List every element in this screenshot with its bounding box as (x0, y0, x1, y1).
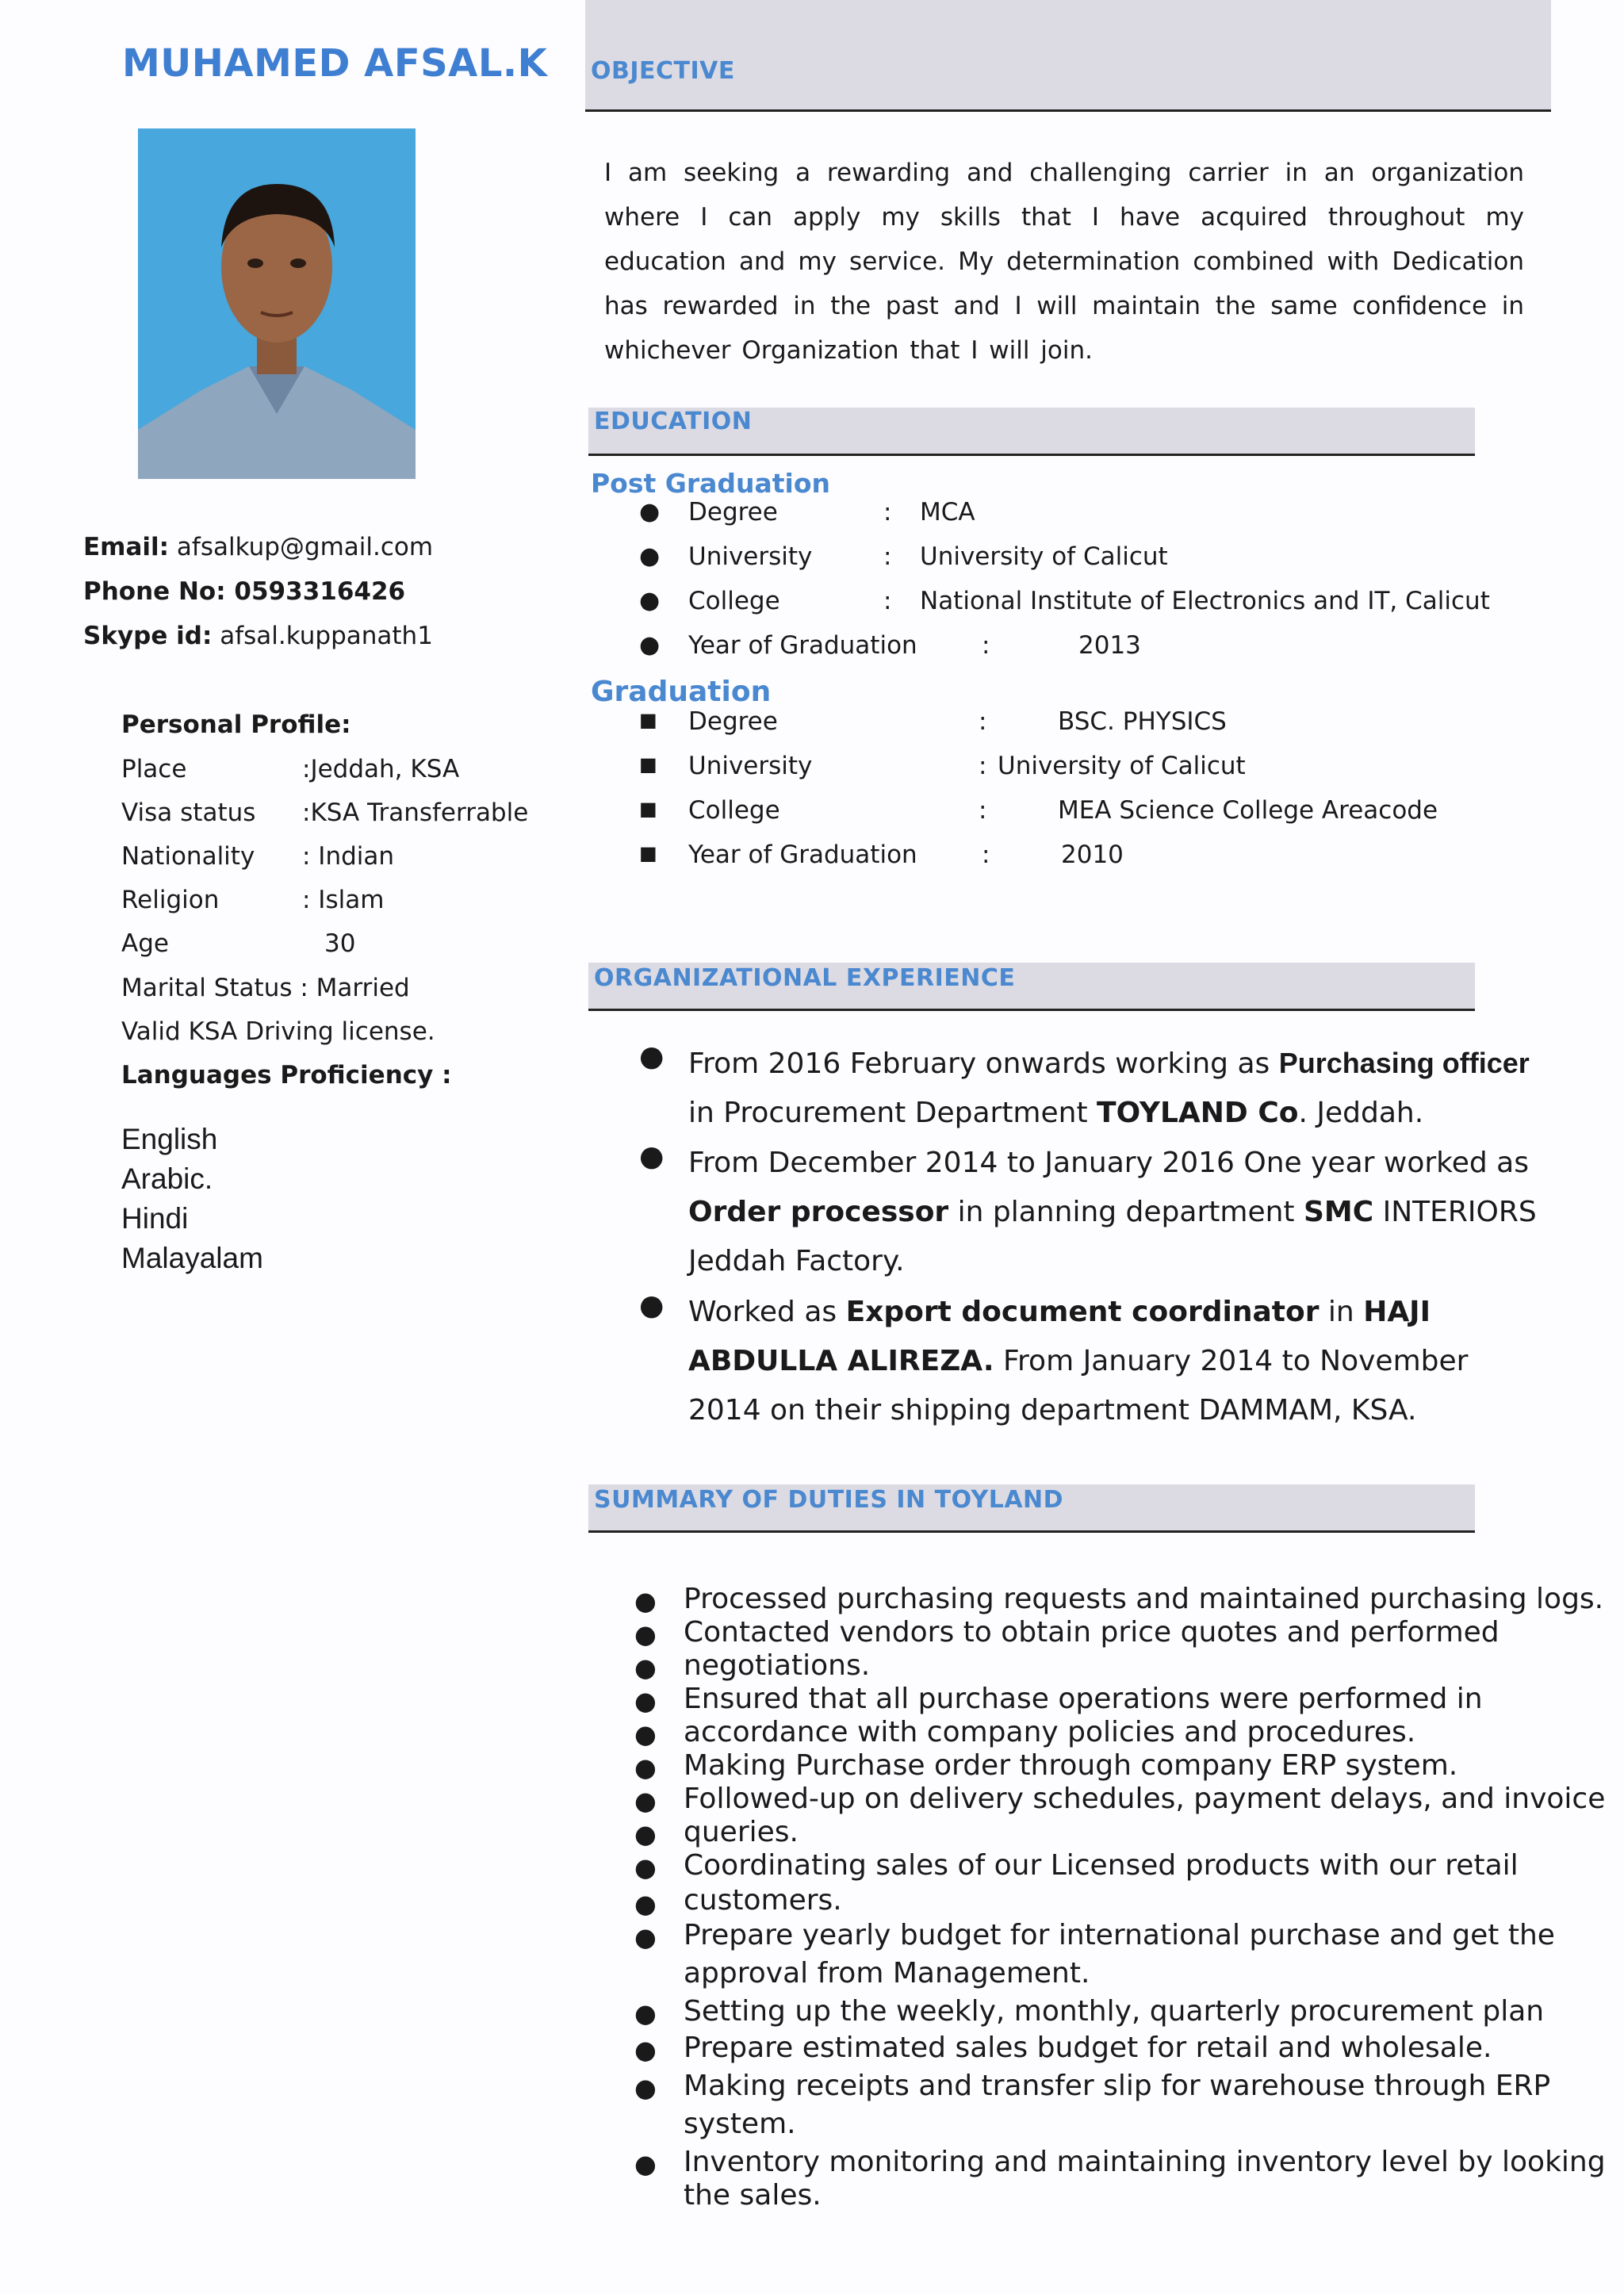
exp-company: SMC (1303, 1196, 1374, 1228)
post-graduation-title: Post Graduation (591, 468, 831, 499)
bullet-icon: ● (639, 498, 661, 526)
exp-company: HAJI ABDULLA ALIREZA. (688, 1296, 1431, 1377)
language-item: Malayalam (121, 1242, 263, 1274)
duty-line: Contacted vendors to obtain price quotes and performed (684, 1616, 1500, 1649)
bullet-icon: ● (634, 1998, 657, 2028)
profile-value: : Islam (302, 886, 385, 914)
objective-text: I am seeking a rewarding and challenging carrier in an organization where I can apply my skills that I have acquired throughout my education and my service. My determination combined with Dedication has rewarded in the past and I will maintain the same confidence in whichever Organization that I will join. (604, 159, 1524, 365)
exp-text: From 2016 February onwards working as (688, 1047, 1279, 1080)
profile-label: Place (121, 755, 187, 783)
objective-title: OBJECTIVE (591, 57, 735, 85)
exp-role: Order processor (688, 1196, 949, 1228)
bullet-icon: ● (634, 1653, 657, 1683)
language-item: Arabic. (121, 1162, 213, 1195)
g-college-label: College (688, 796, 780, 825)
pg-degree-value: MCA (920, 498, 975, 527)
experience-divider (588, 1009, 1475, 1011)
bullet-icon: ● (634, 2073, 657, 2103)
exp-company: TOYLAND Co (1097, 1097, 1299, 1129)
g-university-label: University (688, 752, 813, 780)
languages-title: Languages Proficiency : (121, 1061, 452, 1090)
language-item: Hindi (121, 1202, 189, 1235)
exp-text: INTERIORS Jeddah Factory. (688, 1196, 1537, 1277)
experience-title: ORGANIZATIONAL EXPERIENCE (594, 964, 1016, 992)
square-bullet-icon: ■ (639, 709, 657, 731)
exp-role: Purchasing officer (1278, 1047, 1530, 1079)
pg-college-label: College (688, 587, 780, 615)
duty-line: Ensured that all purchase operations were performed in (684, 1683, 1483, 1715)
bullet-icon: ● (639, 1040, 665, 1073)
g-degree-value: BSC. PHYSICS (1058, 707, 1227, 736)
pg-year-label: Year of Graduation (688, 631, 917, 660)
duty-line: Inventory monitoring and maintaining inventory level by looking (684, 2146, 1606, 2178)
duties-divider (588, 1530, 1475, 1533)
duty-line: the sales. (684, 2179, 822, 2212)
profile-photo (138, 128, 416, 479)
email-label: Email: (83, 533, 170, 561)
profile-value: :KSA Transferrable (302, 798, 529, 827)
pg-university-label: University (688, 542, 813, 571)
education-divider (588, 454, 1475, 456)
skype-value: afsal.kuppanath1 (220, 622, 433, 650)
duty-line: Prepare yearly budget for international purchase and get the (684, 1919, 1555, 1951)
profile-value: :Jeddah, KSA (302, 755, 460, 783)
exp-role: Export document coordinator (845, 1296, 1320, 1328)
square-bullet-icon: ■ (639, 753, 657, 776)
objective-header-band (585, 0, 1551, 109)
profile-row-religion (121, 886, 384, 914)
candidate-name: MUHAMED AFSAL.K (122, 41, 548, 86)
skype-label: Skype id: (83, 622, 213, 650)
g-year-label: Year of Graduation (688, 841, 917, 869)
profile-label: Nationality (121, 842, 255, 871)
square-bullet-icon: ■ (639, 842, 657, 864)
personal-profile-title: Personal Profile: (121, 710, 351, 739)
bullet-icon: ● (639, 1289, 665, 1322)
g-college-sep: : (979, 796, 987, 825)
g-year-sep: : (982, 841, 990, 869)
objective-divider (585, 109, 1551, 112)
pg-degree-sep: : (883, 498, 892, 527)
duty-line: approval from Management. (684, 1957, 1090, 1990)
g-college-value: MEA Science College Areacode (1058, 796, 1438, 825)
bullet-icon: ● (634, 2035, 657, 2065)
pg-college-value: National Institute of Electronics and IT, Calicut (920, 587, 1490, 615)
bullet-icon: ● (634, 1852, 657, 1882)
duty-line: Prepare estimated sales budget for retail and wholesale. (684, 2032, 1492, 2064)
bullet-icon: ● (639, 1140, 665, 1173)
bullet-icon: ● (634, 1786, 657, 1816)
bullet-icon: ● (634, 1686, 657, 1716)
duty-line: Making receipts and transfer slip for warehouse through ERP (684, 2070, 1551, 2102)
graduation-title: Graduation (591, 676, 772, 708)
profile-value: : Married (300, 974, 410, 1002)
profile-label: Age (121, 929, 169, 958)
driving-license: Valid KSA Driving license. (121, 1017, 435, 1046)
profile-row-nationality (121, 842, 394, 871)
duty-line: Setting up the weekly, monthly, quarterly procurement plan (684, 1995, 1545, 2028)
g-degree-label: Degree (688, 707, 778, 736)
profile-label: Visa status (121, 798, 256, 827)
bullet-icon: ● (634, 1752, 657, 1783)
experience-item (688, 1039, 1545, 1138)
duty-line: Coordinating sales of our Licensed products with our retail (684, 1849, 1519, 1882)
exp-text: Worked as (688, 1296, 846, 1328)
email-value[interactable]: afsalkup@gmail.com (176, 533, 434, 561)
duty-line: accordance with company policies and procedures. (684, 1716, 1416, 1748)
phone-value[interactable]: 0593316426 (234, 577, 406, 606)
pg-degree-label: Degree (688, 498, 778, 527)
skype-line (83, 622, 433, 650)
pg-year-sep: : (982, 631, 990, 660)
education-title: EDUCATION (594, 408, 753, 435)
duty-line: system. (684, 2108, 796, 2140)
profile-row-place (121, 755, 459, 783)
duties-title: SUMMARY OF DUTIES IN TOYLAND (594, 1486, 1064, 1514)
phone-label: Phone No: (83, 577, 226, 606)
exp-text: . Jeddah. (1298, 1097, 1424, 1129)
bullet-icon: ● (634, 1922, 657, 1952)
language-item: English (121, 1123, 218, 1155)
profile-label: Religion (121, 886, 220, 914)
email-line (83, 533, 433, 561)
profile-row-age (121, 929, 355, 958)
duty-line: Processed purchasing requests and maintained purchasing logs. (684, 1583, 1604, 1615)
duty-line: queries. (684, 1816, 799, 1848)
g-degree-sep: : (979, 707, 987, 736)
bullet-icon: ● (634, 1619, 657, 1649)
profile-label: Marital Status (121, 974, 293, 1002)
square-bullet-icon: ■ (639, 798, 657, 820)
profile-value: : Indian (302, 842, 395, 871)
g-university-value: University of Calicut (998, 752, 1246, 780)
duty-line: customers. (684, 1884, 842, 1917)
duty-line: negotiations. (684, 1649, 871, 1682)
duty-line: Making Purchase order through company ERP system. (684, 1749, 1458, 1782)
bullet-icon: ● (634, 2149, 657, 2179)
experience-item (688, 1139, 1545, 1286)
exp-text: From December 2014 to January 2016 One year worked as (688, 1147, 1529, 1179)
pg-year-value: 2013 (1078, 631, 1141, 660)
bullet-icon: ● (639, 587, 661, 615)
g-university-sep: : (979, 752, 987, 780)
exp-text: in planning department (948, 1196, 1304, 1228)
profile-row-visa (121, 798, 528, 827)
exp-text: in (1319, 1296, 1364, 1328)
bullet-icon: ● (634, 1819, 657, 1849)
pg-university-value: University of Calicut (920, 542, 1168, 571)
g-year-value: 2010 (1061, 841, 1124, 869)
phone-line (83, 577, 405, 606)
bullet-icon: ● (639, 631, 661, 659)
pg-college-sep: : (883, 587, 892, 615)
bullet-icon: ● (634, 1719, 657, 1749)
profile-row-marital (121, 974, 410, 1002)
bullet-icon: ● (639, 542, 661, 570)
duty-line: Followed-up on delivery schedules, payment delays, and invoice (684, 1783, 1606, 1815)
bullet-icon: ● (634, 1889, 657, 1919)
profile-value: 30 (324, 929, 356, 958)
experience-item (688, 1288, 1545, 1435)
pg-university-sep: : (883, 542, 892, 571)
bullet-icon: ● (634, 1586, 657, 1616)
exp-text: in Procurement Department (688, 1097, 1097, 1129)
exp-text: From January 2014 to November 2014 on their shipping department DAMMAM, KSA. (688, 1345, 1469, 1427)
